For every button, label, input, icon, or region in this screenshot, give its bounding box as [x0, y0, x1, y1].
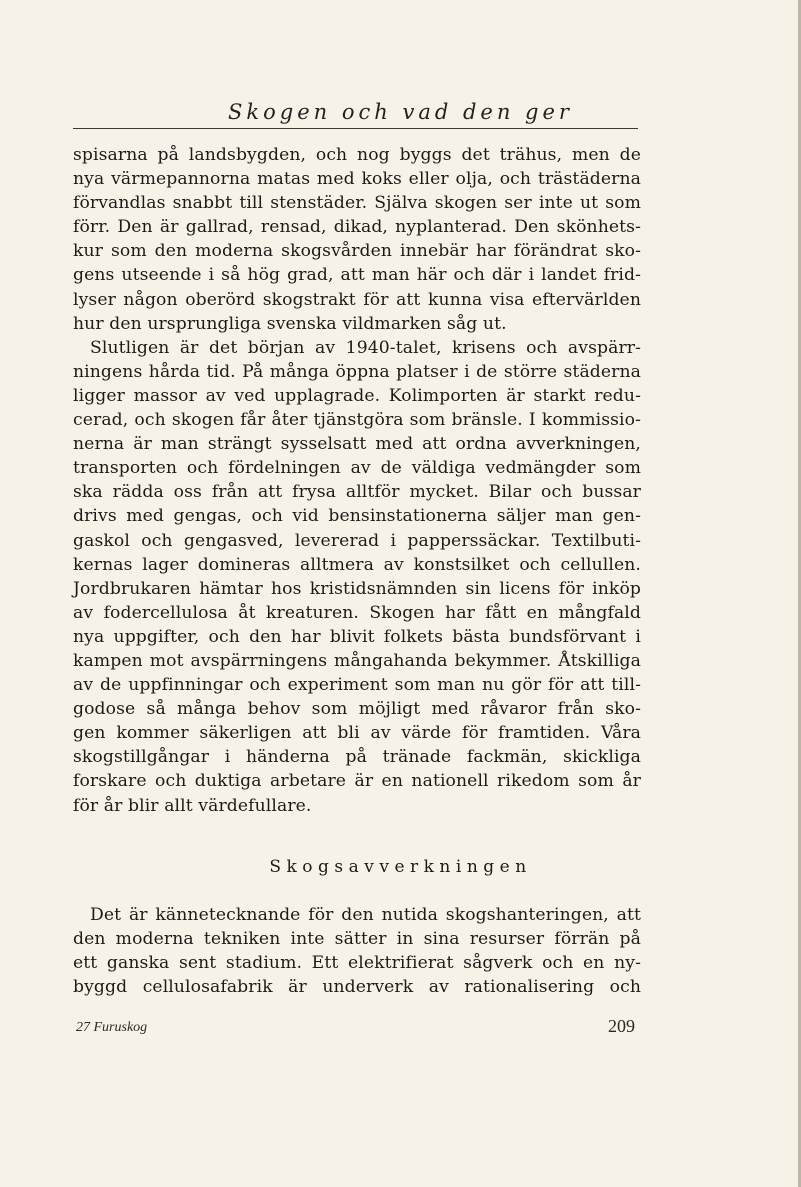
text-line: ska rädda oss från att frysa alltför mycket. Bilar och bussar — [73, 482, 641, 503]
text-line: förr. Den är gallrad, rensad, dikad, nyplanterad. Den skönhets- — [73, 217, 641, 238]
text-line: spisarna på landsbygden, och nog byggs det trähus, men de — [73, 145, 641, 165]
text-line: cerad, och skogen får åter tjänstgöra som bränsle. I kommissio- — [73, 410, 641, 431]
text-line: Jordbrukaren hämtar hos kristidsnämnden sin licens för inköp — [73, 578, 641, 599]
text-line: hur den ursprungliga svenska vildmarken såg ut. — [73, 313, 507, 334]
text-line: skogstillgångar i händerna på tränade fackmän, skickliga — [73, 747, 641, 768]
text-line: ett ganska sent stadium. Ett elektrifierat sågverk och en ny- — [73, 953, 641, 974]
signature-mark: 27 Furuskog — [76, 1020, 148, 1035]
body-text — [73, 143, 641, 818]
section-heading: Skogsavverkningen — [269, 857, 532, 877]
text-line: av fodercellulosa åt kreaturen. Skogen har fått en mångfald — [73, 602, 641, 623]
text-line: byggd cellulosafabrik är underverk av rationalisering och — [73, 977, 641, 998]
paragraph — [73, 903, 641, 999]
text-line: förvandlas snabbt till stenstäder. Själva skogen ser inte ut som — [73, 193, 641, 214]
text-line: kur som den moderna skogsvården innebär har förändrat sko- — [73, 241, 641, 262]
text-line: kampen mot avspärrningens mångahanda bekymmer. Åtskilliga — [73, 650, 641, 671]
text-line: forskare och duktiga arbetare är en nationell rikedom som år — [73, 771, 641, 792]
text-line: av de uppfinningar och experiment som man nu gör för att till- — [73, 675, 641, 696]
text-line: gen kommer säkerligen att bli av värde för framtiden. Våra — [73, 723, 641, 744]
paragraph — [73, 143, 641, 336]
text-line: gaskol och gengasved, levererad i papperssäckar. Textilbuti- — [73, 530, 641, 551]
text-line: nya uppgifter, och den har blivit folkets bästa bundsförvant i — [73, 626, 641, 647]
body-text — [73, 903, 641, 999]
text-line: för år blir allt värdefullare. — [73, 795, 312, 816]
text-line: Slutligen är det början av 1940-talet, krisens och avspärr- — [90, 337, 641, 358]
header-rule — [73, 128, 638, 129]
text-line: nya värmepannorna matas med koks eller olja, och trästäderna — [73, 169, 641, 190]
text-line: gens utseende i så hög grad, att man här och där i landet frid- — [73, 265, 641, 286]
text-line: drivs med gengas, och vid bensinstationerna säljer man gen- — [73, 506, 641, 527]
text-line: transporten och fördelningen av de väldiga vedmängder som — [73, 458, 641, 479]
page-number: 209 — [608, 1016, 635, 1036]
paragraph — [73, 336, 641, 818]
text-line: ligger massor av ved upplagrade. Kolimporten är starkt redu- — [73, 385, 641, 406]
running-head: Skogen och vad den ger — [228, 100, 573, 124]
text-line: nerna är man strängt sysselsatt med att ordna avverkningen, — [73, 434, 641, 455]
text-line: godose så många behov som möjligt med råvaror från sko- — [73, 699, 641, 720]
text-line: lyser någon oberörd skogstrakt för att kunna visa eftervärlden — [73, 289, 641, 310]
text-line: ningens hårda tid. På många öppna platser i de större städerna — [73, 361, 641, 382]
text-line: Det är kännetecknande för den nutida skogshanteringen, att — [90, 905, 641, 925]
text-line: den moderna tekniken inte sätter in sina resurser förrän på — [73, 929, 641, 950]
text-line: kernas lager domineras alltmera av konstsilket och cellullen. — [73, 554, 641, 575]
